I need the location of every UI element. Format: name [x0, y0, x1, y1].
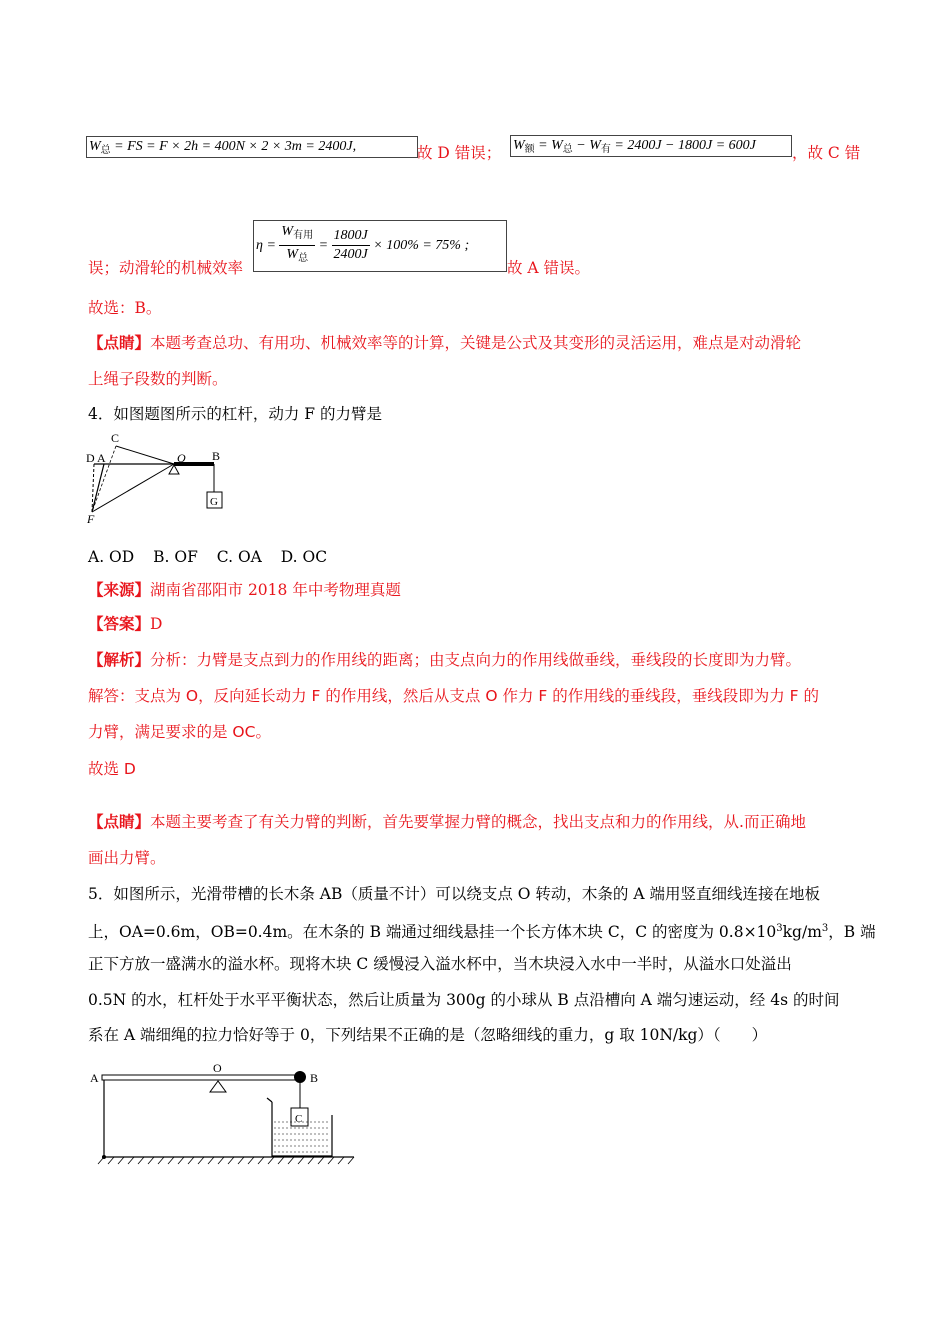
wooden-bar [102, 1075, 302, 1080]
formula-text: − W [572, 138, 601, 153]
dianjing-1-cont: 上绳子段数的判断。 [88, 370, 228, 388]
formula-text: = 2400J − 1800J = 600J [610, 138, 756, 153]
q5-text: ，B 端 [828, 923, 876, 941]
dianjing-1 [88, 333, 801, 353]
formula-total-work [86, 136, 418, 158]
formula-text: η = [256, 238, 276, 253]
label-o: O [177, 451, 186, 465]
analysis-line-2: 解答：支点为 O，反向延长动力 F 的作用线，然后从支点 O 作力 F 的作用线的垂线段，垂线段即为力 F 的 [88, 687, 819, 705]
text-a-wrong: 故 A 错误。 [507, 259, 591, 277]
label-b: B [212, 449, 221, 463]
fraction-w [279, 223, 315, 268]
source-line [88, 580, 401, 600]
question-5-line-1: 5．如图所示，光滑带槽的长木条 AB（质量不计）可以绕支点 O 转动，木条的 A 端用竖直细线连接在地板 [88, 885, 820, 903]
floor-hatch [98, 1157, 354, 1164]
question-4: 4．如图题图所示的杠杆，动力 F 的力臂是 [88, 405, 382, 423]
formula-subscript: 总 [100, 145, 111, 156]
formula-text: = [318, 238, 329, 253]
formula-text: × 100% = 75% ; [373, 238, 470, 253]
spout [267, 1098, 272, 1102]
label-c: C [295, 1113, 303, 1125]
formula-text: W [513, 138, 525, 153]
label-b: B [310, 1071, 319, 1085]
fraction-numerator: 1800J [332, 227, 370, 246]
label-d: D [86, 451, 95, 465]
question-5-line-4: 0.5N 的水，杠杆处于水平平衡状态，然后让质量为 300g 的小球从 B 点沿槽向 A 端匀速运动，经 4s 的时间 [88, 991, 840, 1009]
lever-figure-5 [86, 1060, 358, 1170]
formula-subscript: 额 [524, 144, 535, 155]
label-o: O [213, 1061, 222, 1075]
source-text: 湖南省邵阳市 2018 年中考物理真题 [150, 581, 401, 599]
choice-d: D. OC [280, 548, 328, 566]
choice-b: B. OF [153, 548, 198, 566]
tag-dianjing: 【点睛】 [88, 812, 151, 831]
label-f: F [87, 512, 95, 524]
choose-d: 故选 D [88, 760, 136, 778]
answer-text: D [150, 615, 163, 633]
question-5-line-3: 正下方放一盛满水的溢水杯。现将木块 C 缓慢浸入溢水杯中，当木块浸入水中一半时，从溢水口处溢出 [88, 955, 792, 973]
question-5-line-2 [88, 919, 876, 942]
q4-choices [88, 547, 341, 567]
superscript: 3 [776, 923, 783, 934]
formula-subscript: 总 [298, 253, 309, 265]
label-a: A [97, 451, 106, 465]
formula-text: = FS = F × 2h = 400N × 2 × 3m = 2400J, [110, 139, 357, 154]
dianjing-text: 本题考查总功、有用功、机械效率等的计算，关键是公式及其变形的灵活运用，难点是对动滑轮 [150, 334, 802, 352]
formula-subscript: 有 [600, 144, 611, 155]
question-5-line-5: 系在 A 端细绳的拉力恰好等于 0，下列结果不正确的是（忽略细线的重力，g 取 10N/kg）（ ） [88, 1026, 768, 1044]
analysis-line-3: 力臂，满足要求的是 OC。 [88, 723, 271, 741]
formula-text: W [281, 224, 294, 240]
superscript: 3 [821, 923, 829, 934]
formula-subscript: 有用 [293, 230, 314, 242]
choice-a: A. OD [88, 548, 135, 566]
formula-text: W [89, 139, 101, 154]
q5-text: kg/m [782, 923, 822, 941]
analysis-line-1 [88, 650, 801, 670]
dianjing-2 [88, 812, 806, 832]
text-d-wrong: 故 D 错误； [417, 144, 502, 162]
formula-subscript: 总 [562, 144, 573, 155]
choose-b: 故选：B。 [88, 299, 162, 317]
fraction-denominator: 2400J [333, 247, 368, 263]
tag-source: 【来源】 [88, 580, 151, 599]
tag-answer: 【答案】 [88, 614, 151, 633]
answer-line [88, 614, 162, 634]
line-of [92, 464, 174, 512]
lever-figure-4 [84, 432, 234, 524]
fulcrum [210, 1081, 226, 1092]
label-c: C [111, 432, 120, 445]
arm-oc [116, 446, 174, 464]
dianjing-text: 本题主要考查了有关力臂的判断，首先要掌握力臂的概念，找出支点和力的作用线，从.而正确地 [150, 813, 806, 831]
formula-extra-work [510, 135, 792, 157]
text-efficiency-label: 误；动滑轮的机械效率 [88, 259, 244, 277]
formula-text: = W [534, 138, 563, 153]
formula-efficiency [253, 220, 507, 272]
formula-text: W [286, 247, 299, 263]
label-g: G [210, 496, 218, 508]
dianjing-2-cont: 画出力臂。 [88, 849, 166, 867]
label-a: A [90, 1071, 99, 1085]
analysis-text: 分析：力臂是支点到力的作用线的距离；由支点向力的作用线做垂线，垂线段的长度即为力臂。 [150, 651, 802, 669]
fraction-values [332, 227, 370, 264]
q5-text: 上，OA=0.6m，OB=0.4m。在木条的 B 端通过细线悬挂一个长方体木块 C，C 的密度为 0.8×10 [88, 923, 777, 941]
text-c-wrong: ，故 C 错 [792, 144, 861, 162]
anchor-dot [102, 1155, 106, 1159]
ball [294, 1071, 306, 1083]
choice-c: C. OA [216, 548, 262, 566]
tag-dianjing: 【点睛】 [88, 333, 151, 352]
tag-analysis: 【解析】 [88, 650, 151, 669]
